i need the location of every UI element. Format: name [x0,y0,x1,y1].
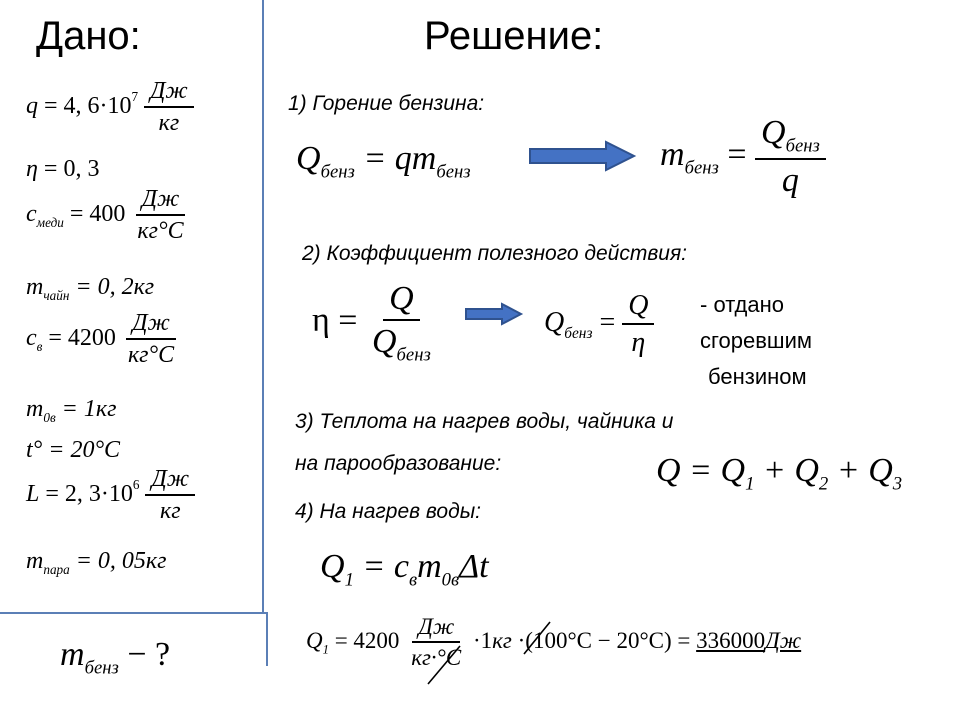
given-eta-eq: = 0, 3 [37,156,100,182]
f3-p2: + Q [828,452,893,489]
f1-sub: бенз [320,161,355,183]
given-c-sub: меди [36,214,64,230]
given-cv-left: c [26,325,37,352]
f3-s1: 1 [745,473,755,495]
given-c-frac [131,186,189,245]
f5-eq: = 4200 [328,627,400,653]
f2r-Q: Q [544,306,565,338]
f4-s0: 0в [441,569,460,591]
f4-m: m [417,548,442,585]
given-m0-eq: = 1кг [55,396,117,422]
given-m0-sub: 0в [43,409,56,425]
given-q-eq: = 4, 6·10 [38,93,132,120]
given-m-steam [26,548,167,578]
f1-Q: Q [296,140,321,177]
find-left: m [60,636,85,673]
given-t: t° = 20°C [26,437,121,463]
f5-unit: Дж [765,627,802,653]
f1r-num-sub: бенз [785,135,820,157]
given-c-left: c [26,201,37,228]
f3-s2: 2 [818,473,829,495]
f1-sub2: бенз [436,161,471,183]
note-line-2: сгоревшим [700,328,812,353]
f1r-frac [755,114,826,200]
f3-p1: + Q [754,452,819,489]
f5-s1: 1 [322,642,329,657]
f5-result: 336000 [696,627,766,653]
given-q [26,78,194,137]
given-L-eq: = 2, 3·10 [39,481,133,508]
f4-Q: Q [320,548,345,585]
given-cv-num: Дж [126,310,176,340]
divider-vertical [262,0,264,612]
given-q-den: кг [158,110,180,136]
given-mp-eq: = 0, 05кг [69,548,167,574]
f2r-frac [622,290,654,359]
f2r-sub: бенз [564,324,593,342]
given-c-eq: = 400 [63,201,126,228]
find-sub: бенз [84,657,119,679]
given-L-left: L [26,481,40,508]
given-c-copper [26,186,190,245]
cancel-stroke-icon-2 [520,618,554,658]
given-L-num: Дж [145,466,195,496]
step-1-title: 1) Горение бензина: [288,92,485,115]
step-3-title-line-1: 3) Теплота на нагрев воды, чайника и [295,410,674,433]
f3-s3: 3 [892,473,903,495]
given-mch-left: m [26,274,44,300]
f1-eq: = qm [354,140,437,177]
f5-den: кг·°C [411,645,462,670]
given-eta-left: η [26,156,38,182]
f5-Q: Q [306,627,323,653]
note-line-3: бензином [708,364,807,389]
f2r-den: η [631,327,646,358]
given-q-exp: 7 [131,89,139,105]
given-m0 [26,396,116,426]
step-3-title-line-2: на парообразование: [295,452,502,475]
given-cv-den: кг°C [127,342,175,368]
find-unknown [60,636,170,679]
step-2-title: 2) Коэффициент полезного действия: [302,242,688,265]
divider-vertical-lower [266,612,268,666]
f3: Q = Q [656,452,746,489]
given-eta [26,156,99,183]
f1r-num: Q [761,114,786,151]
given-cv-eq: = 4200 [42,325,116,352]
note-line-1: - отдано [700,292,784,317]
f4-dt: Δt [459,548,489,585]
given-m-kettle [26,274,154,304]
f2-frac [366,280,437,366]
f2r-num: Q [622,290,654,325]
divider-horizontal [0,612,266,614]
formula-mass [660,114,826,200]
formula-efficiency [312,280,437,366]
f2-den-sub: бенз [396,344,431,366]
given-L-den: кг [159,498,181,524]
f2r-eq: = [592,306,623,338]
formula-heat-fuel [544,290,654,359]
given-L [26,466,195,525]
given-q-frac [144,78,194,137]
f2-den: Q [371,323,397,360]
arrow-right-icon-2 [464,302,524,326]
formula-combustion [296,140,471,183]
given-mch-sub: чайн [43,287,70,303]
given-c-water [26,310,180,369]
given-q-left: q [26,93,38,120]
given-heading: Дано: [36,14,141,58]
given-L-frac [145,466,195,525]
given-m0-left: m [26,396,44,422]
f1r-num-wrap [755,114,826,160]
f4-eq: = c [353,548,409,585]
f2-num: Q [383,280,420,321]
given-c-den: кг°C [137,218,184,244]
f1r-sub: бенз [684,157,719,179]
f2-eta: η = [312,302,366,339]
f1r-den: q [781,162,799,200]
f2-den-wrap [366,321,437,366]
find-eq: − ? [118,636,171,673]
formula-water-heat [320,548,489,591]
given-mch-eq: = 0, 2кг [69,274,155,300]
f4-s1: 1 [344,569,354,591]
f5-num: Дж [412,614,460,643]
given-mp-left: m [26,548,44,574]
f1r-m: m [660,136,685,173]
given-L-exp: 6 [132,477,140,493]
f5-mid: ·1 [467,627,493,653]
cancel-stroke-icon [424,640,464,686]
step-4-title: 4) На нагрев воды: [295,500,482,523]
given-q-num: Дж [144,78,194,108]
arrow-right-icon [528,140,638,172]
f4-sv: в [408,569,418,591]
given-cv-frac [122,310,180,369]
given-mp-sub: пара [43,561,70,577]
f5-kg: кг [492,627,512,653]
given-cv-sub: в [36,338,43,354]
formula-total-heat [656,452,902,495]
given-c-num: Дж [136,186,186,216]
solution-heading: Решение: [424,14,604,58]
f5-tail: ·(100°C − 20°C) = [511,627,697,653]
f1r-eq: = [718,136,756,173]
